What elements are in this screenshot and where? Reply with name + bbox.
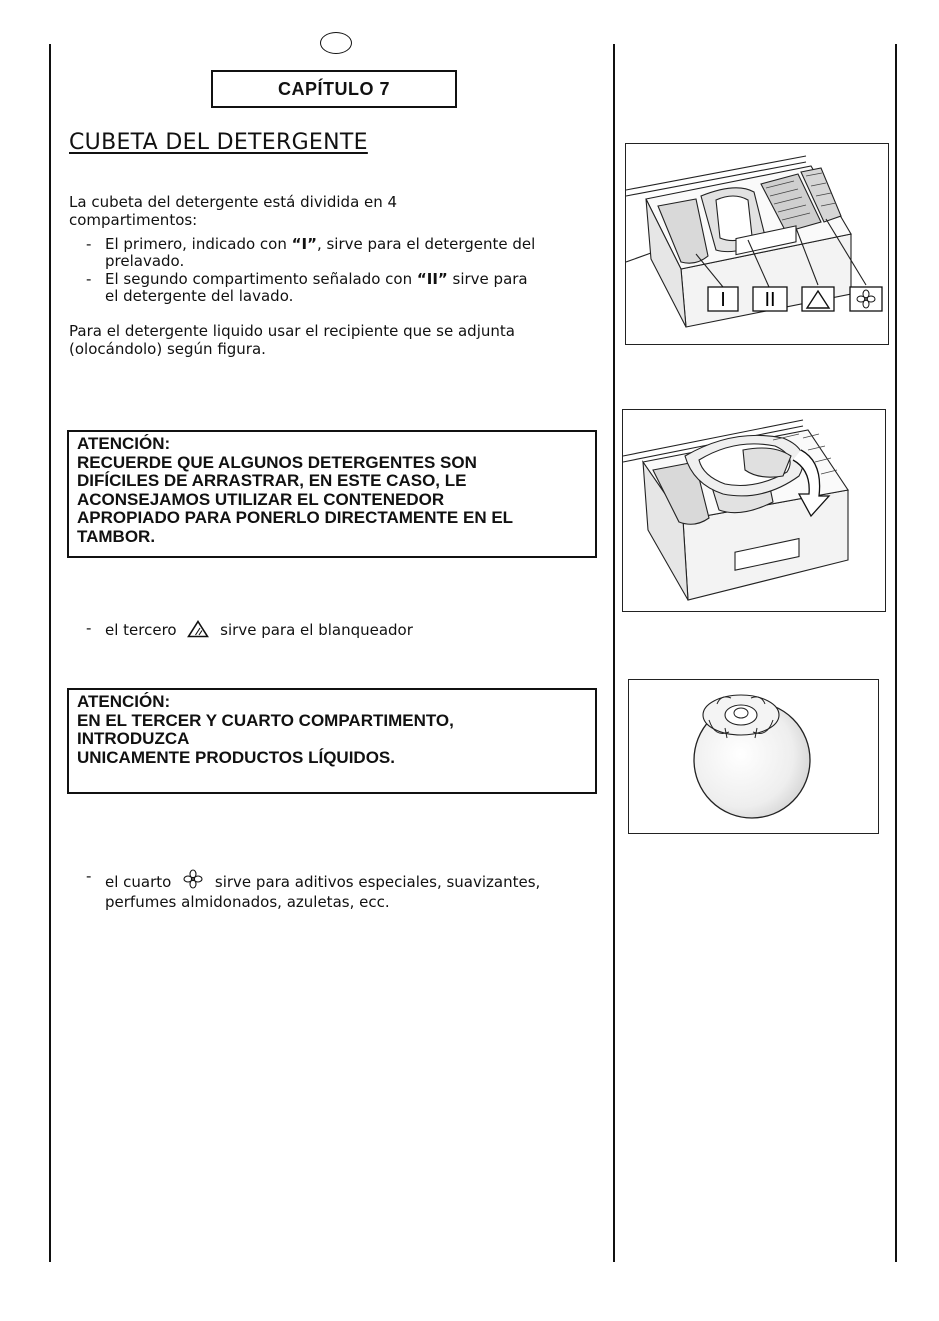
figure-dosing-ball	[628, 679, 879, 834]
bullet-dash: -	[86, 619, 92, 637]
warning2-line: EN EL TERCER Y CUARTO COMPARTIMENTO,	[77, 710, 454, 730]
intro-line-1: La cubeta del detergente está dividida en 4	[69, 193, 398, 211]
chapter-heading	[211, 70, 457, 108]
section-title: CUBETA DEL DETERGENTE	[69, 130, 368, 155]
bleach-triangle-icon	[187, 620, 209, 642]
bullet-third-compartment	[86, 620, 591, 642]
warning1-line: APROPIADO PARA PONERLO DIRECTAMENTE EN EL	[77, 508, 514, 527]
left-margin-line	[49, 44, 51, 1262]
warning1-line: TAMBOR.	[77, 526, 156, 546]
warning1-line: DIFÍCILES DE ARRASTRAR, EN ESTE CASO, LE	[77, 471, 467, 490]
bullet-first-line-2: prelavado.	[105, 252, 185, 270]
bullet-first-compartment	[86, 236, 591, 270]
drawer-liquid-illustration	[623, 410, 885, 611]
bullet-first-pre: El primero, indicado con	[105, 235, 292, 253]
warning-box-detergents	[67, 430, 597, 558]
bullet-second-mark: “II”	[416, 270, 448, 288]
bullet-dash: -	[86, 867, 92, 885]
drawer-illustration	[626, 144, 888, 344]
warning2-line: ATENCIÓN:	[77, 692, 171, 711]
warning1-line: ATENCIÓN:	[77, 434, 171, 453]
liquid-note-line-1: Para el detergente liquido usar el recipiente que se adjunta	[69, 322, 515, 340]
flower-softener-icon	[182, 868, 204, 894]
right-margin-line	[895, 44, 897, 1262]
bullet-second-line-2: el detergente del lavado.	[105, 287, 294, 305]
bullet-dash: -	[86, 235, 92, 253]
figure-liquid-container-insertion	[622, 409, 886, 612]
bullet-fourth-pre: el cuarto	[105, 873, 172, 891]
liquid-detergent-note	[69, 322, 515, 358]
bullet-dash: -	[86, 270, 92, 288]
warning1-line: ACONSEJAMOS UTILIZAR EL CONTENEDOR	[77, 489, 445, 509]
bullet-fourth-post: sirve para aditivos especiales, suavizantes,	[214, 873, 541, 891]
bullet-second-post: sirve para	[447, 270, 528, 288]
bullet-fourth-compartment	[86, 868, 591, 911]
column-divider-line	[613, 44, 615, 1262]
bullet-second-pre: El segundo compartimento señalado con	[105, 270, 417, 288]
bullet-first-post: , sirve para el detergente del	[316, 235, 536, 253]
chapter-label: CAPÍTULO 7	[277, 78, 390, 99]
figure-detergent-drawer-compartments	[625, 143, 889, 345]
figure1-label-ii: II	[764, 289, 776, 311]
figure1-label-i: I	[720, 289, 726, 311]
liquid-note-line-2: (olocándolo) según figura.	[69, 340, 266, 358]
warning2-line: INTRODUZCA	[77, 729, 190, 748]
bullet-fourth-line-2: perfumes almidonados, azuletas, ecc.	[105, 893, 390, 911]
bullet-third-post: sirve para el blanqueador	[220, 621, 413, 639]
warning-box-liquids	[67, 688, 597, 794]
bullet-first-mark: “I”	[291, 235, 317, 253]
language-oval-icon	[320, 32, 352, 54]
bullet-second-compartment	[86, 271, 591, 305]
warning1-line: RECUERDE QUE ALGUNOS DETERGENTES SON	[77, 452, 477, 472]
intro-line-2: compartimentos:	[69, 211, 198, 229]
warning2-line: UNICAMENTE PRODUCTOS LÍQUIDOS.	[77, 747, 395, 767]
dosing-ball-illustration	[629, 680, 878, 833]
intro-paragraph	[69, 193, 397, 229]
bullet-third-pre: el tercero	[105, 621, 177, 639]
